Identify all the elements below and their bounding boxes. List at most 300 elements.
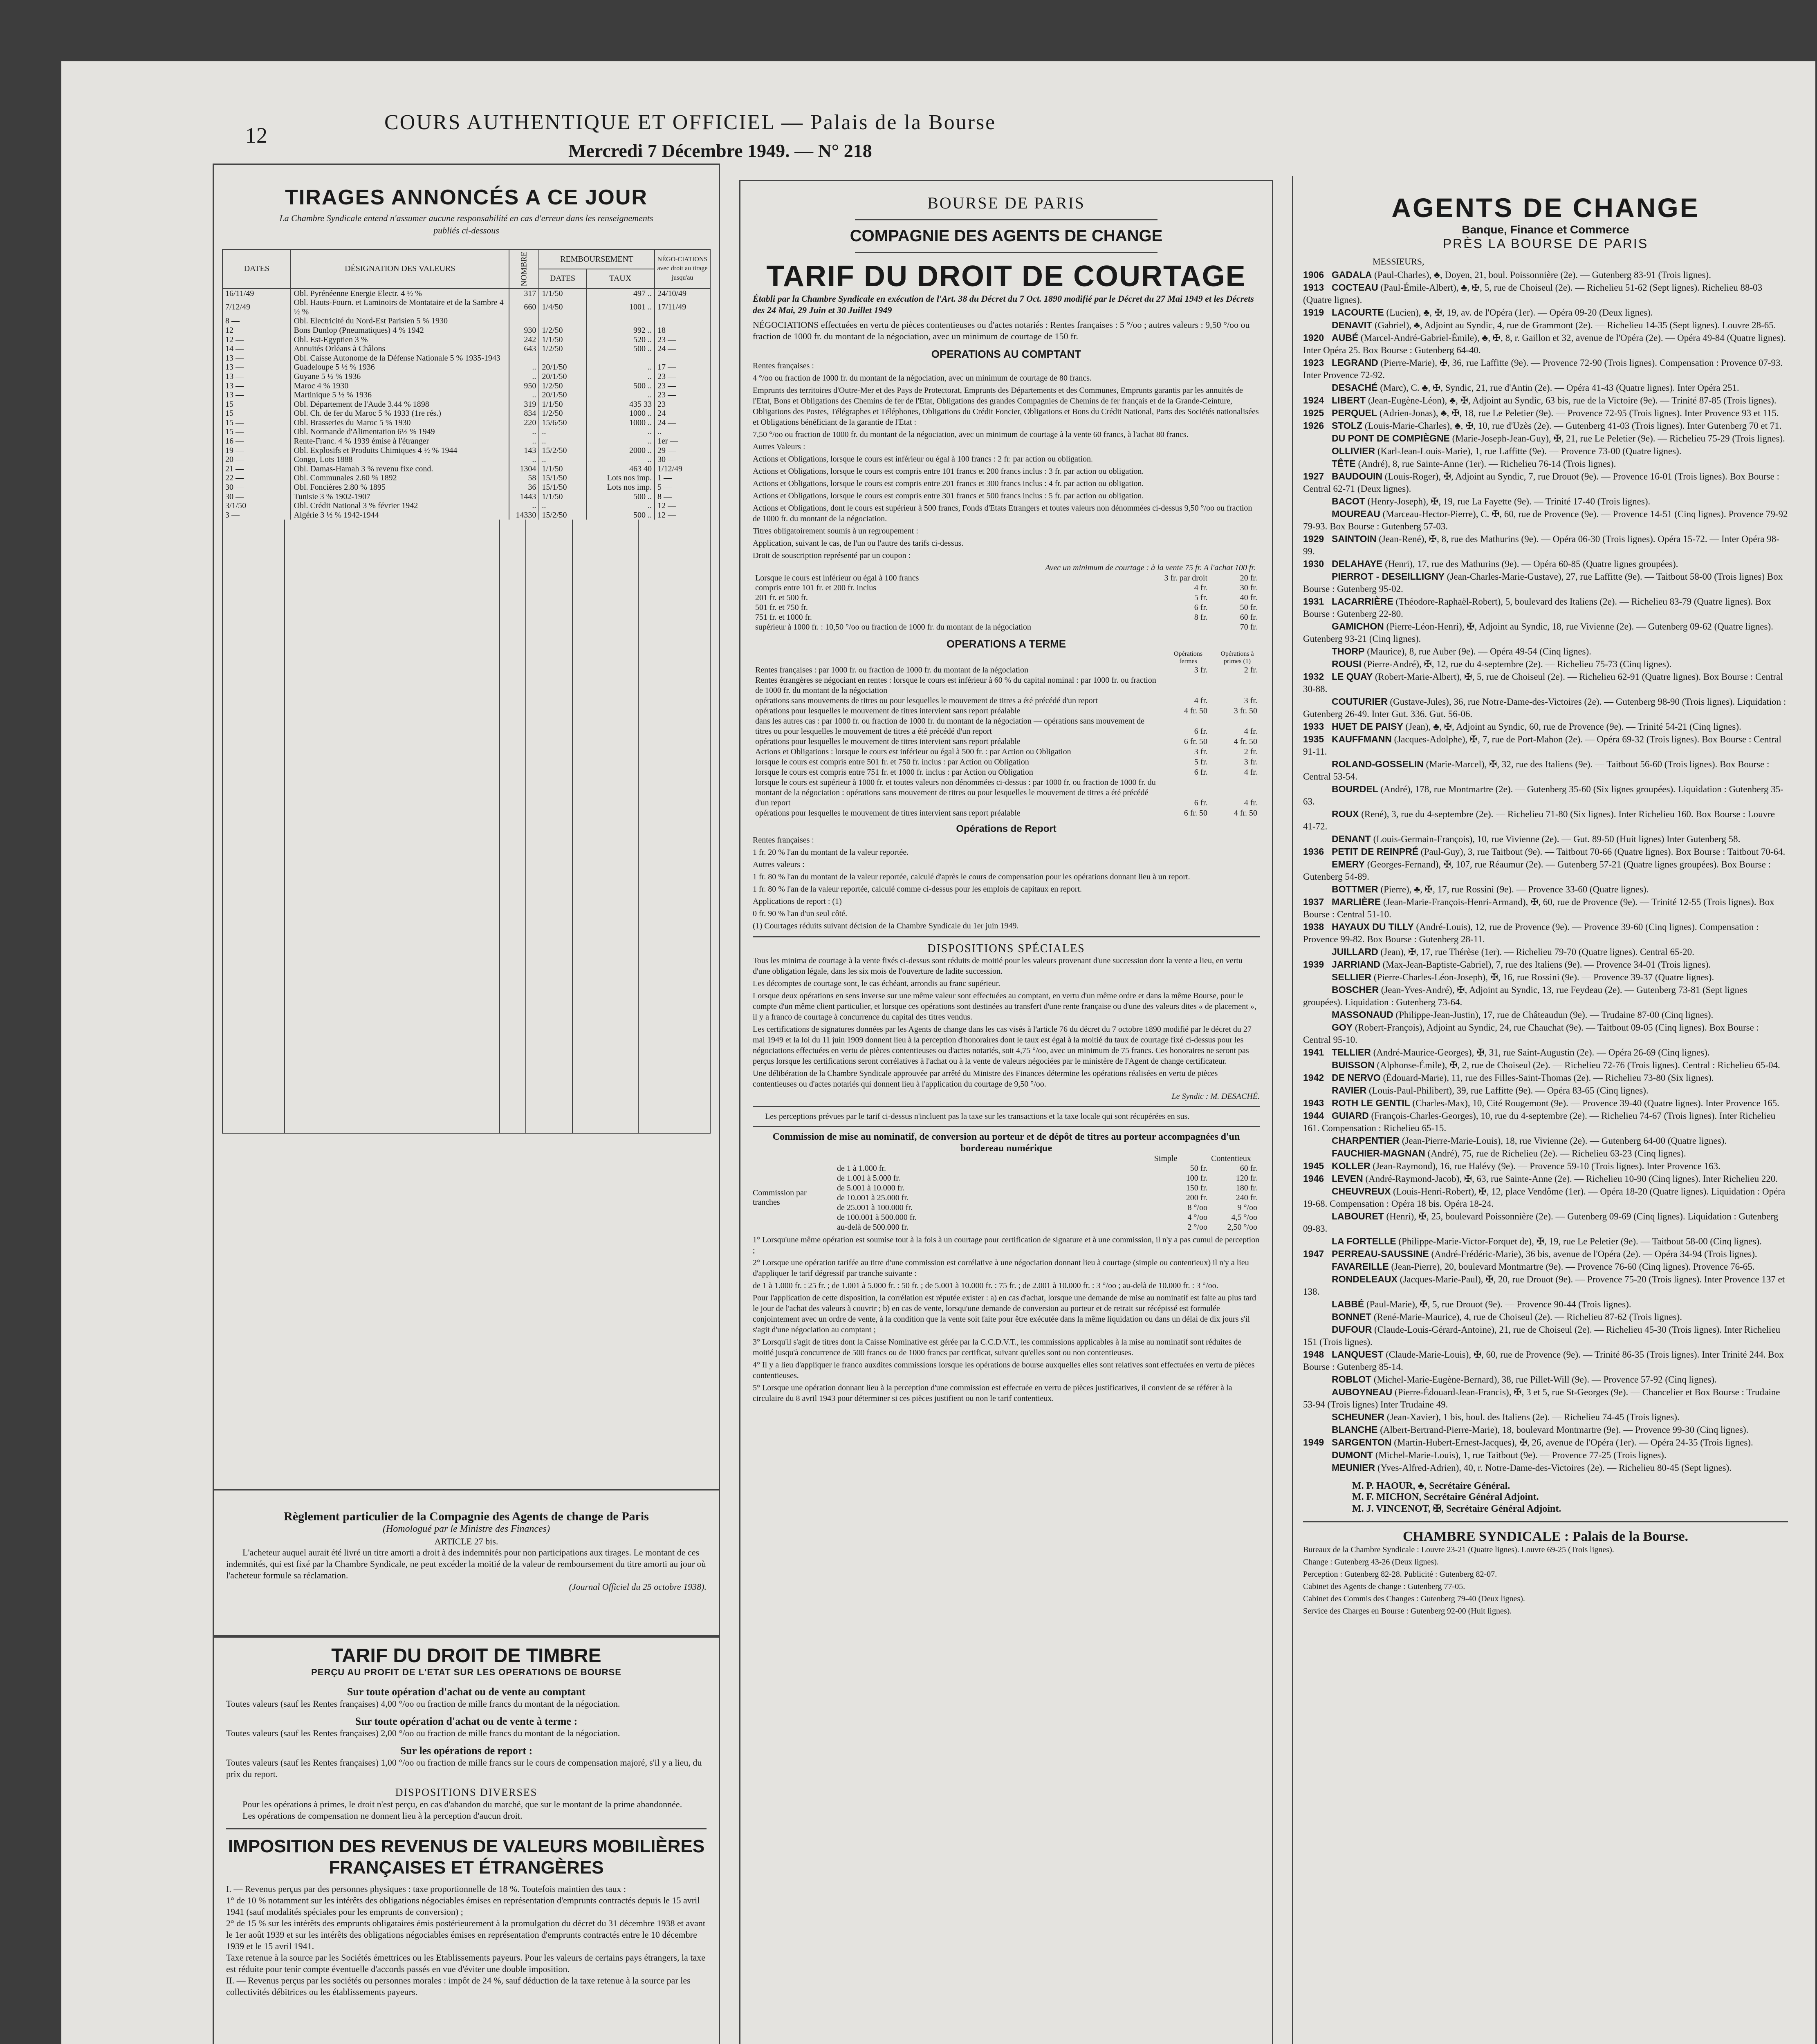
agent-name: HUET DE PAISY (1332, 721, 1403, 732)
courtage-established: Établi par la Chambre Syndicale en exécution de l'Art. 38 du Décret du 7 Oct. 1890 modifié par le Décret du 27 Mai 1949 et les Décrets des 24 Mai, 29 Juin et 30 Juillet 1949 (753, 294, 1254, 315)
table-cell: 201 fr. et 500 fr. (755, 593, 808, 602)
table-cell: 1/1/50 (539, 335, 586, 345)
table-cell: 4 fr. 50 (1184, 706, 1207, 715)
agent-details: (Pierre), ♣, ✠, 17, rue Rossini (9e). — Provence 33-60 (Quatre lignes). (1380, 884, 1649, 894)
agent-details: (Claude-Louis-Gérard-Antoine), 21, rue de Choiseul (2e). — Richelieu 45-30 (Trois lignes). Inter Richelieu 151 (Trois lignes). (1303, 1325, 1781, 1347)
agent-year: 1943 (1303, 1098, 1324, 1108)
agent-details: (Louis-Germain-François), 10, rue Vivienne (2e). — Gut. 89-50 (Huit lignes) Inter Gutenberg 58. (1373, 834, 1741, 844)
table-cell: 1001 .. (586, 298, 655, 316)
perception-note: Les perceptions prévues par le tarif ci-dessus n'incluent pas la taxe sur les transactions et la taxe locale qui sont récupérées en sus. (765, 1112, 1190, 1121)
agent-name: PIERROT - DESEILLIGNY (1332, 571, 1445, 582)
agent-name: KOLLER (1332, 1161, 1371, 1171)
table-cell: Obl. Electricité du Nord-Est Parisien 5 % 1930 (291, 316, 509, 326)
table-row (753, 706, 1260, 716)
table-cell: Tunisie 3 % 1902-1907 (291, 492, 509, 502)
agent-entry (1303, 356, 1788, 381)
staff-entry: M. P. HAOUR, ♣, Secrétaire Général. (1352, 1481, 1510, 1491)
dispo-diverses-2: Les opérations de compensation ne donnent lieu à la perception d'aucun droit. (242, 1811, 523, 1821)
agent-details: (Théodore-Raphaël-Robert), 5, boulevard des Italiens (2e). — Richelieu 83-79 (Quatre lignes). Box Bourse : Gutenberg 22-80. (1303, 596, 1771, 619)
paragraph: 0 fr. 90 % l'an d'un seul côté. (753, 909, 848, 918)
agent-name: BOTTMER (1332, 884, 1378, 894)
agent-year: 1931 (1303, 596, 1324, 607)
paragraph: 4° Il y a lieu d'appliquer le franco auxdites commissions lorsque les opérations de bourse auxquelles elles sont relatives sont effectuées en vertu de pièces contentieuses. (753, 1360, 1255, 1380)
paragraph: (1) Courtages réduits suivant décision de la Chambre Syndicale du 1er juin 1949. (753, 921, 1019, 930)
table-row (753, 808, 1260, 818)
agent-year: 1930 (1303, 558, 1324, 569)
paragraph: Autres valeurs : (753, 860, 805, 869)
agent-entry (1303, 1423, 1788, 1436)
tirages-title: TIRAGES ANNONCÉS A CE JOUR (285, 186, 648, 209)
table-cell: 6 fr. 50 (1184, 809, 1207, 818)
agent-entry (1303, 921, 1788, 946)
agent-name: LIBERT (1332, 395, 1366, 406)
agent-name: BLANCHE (1332, 1424, 1378, 1435)
table-cell: Obl. Brasseries du Maroc 5 % 1930 (291, 418, 509, 428)
table-cell: Guyane 5 ½ % 1936 (291, 372, 509, 381)
table-cell (539, 354, 586, 363)
table-cell: 1000 .. (586, 409, 655, 418)
table-cell: 520 .. (586, 335, 655, 345)
table-cell: Obl. Explosifs et Produits Chimiques 4 ½ % 1944 (291, 446, 509, 455)
agent-details: (Michel-Marie-Louis), 1, rue Taitbout (9e). — Provence 77-25 (Trois lignes). (1375, 1450, 1667, 1460)
agent-entry (1303, 558, 1788, 570)
table-row (222, 381, 710, 391)
agent-entry (1303, 533, 1788, 558)
table-row (834, 1193, 1260, 1203)
agent-details: (Albert-Bertrand-Pierre-Marie), 18, boulevard Montmartre (9e). — Provence 99-30 (Cinq lignes). (1380, 1425, 1749, 1435)
table-cell: 13 — (222, 381, 291, 391)
table-cell: de 5.001 à 10.000 fr. (837, 1183, 904, 1192)
agent-entry (1303, 1273, 1788, 1298)
table-cell: 15 — (222, 400, 291, 409)
agent-entry (1303, 1298, 1788, 1311)
table-row (834, 1213, 1260, 1222)
agent-name: JUILLARD (1332, 946, 1378, 957)
speciales-lines (753, 955, 1260, 1089)
agent-name: RAVIER (1332, 1085, 1367, 1096)
agent-entry (1303, 833, 1788, 845)
agent-entry (1303, 319, 1788, 332)
table-cell: 3 fr. (1244, 696, 1257, 705)
table-cell: Obl. Foncières 2.80 % 1895 (291, 483, 509, 492)
paragraph: Bureaux de la Chambre Syndicale : Louvre 23-21 (Quatre lignes). Louvre 69-25 (Trois lignes). (1303, 1545, 1614, 1554)
agent-details: (Jean-Eugène-Léon), ♣, ✠, Adjoint au Syndic, 63 bis, rue de la Victoire (9e). — Trinité 87-85 (Trois lignes). (1368, 395, 1777, 406)
agent-details: (Pierre-André), ✠, 12, rue du 4-septembre (2e). — Richelieu 75-73 (Cinq lignes). (1364, 659, 1672, 669)
table-cell: 143 (509, 446, 539, 455)
table-cell: Lorsque le cours est inférieur ou égal à 100 francs (755, 574, 919, 583)
agent-details: (Gabriel), ♣, Adjoint au Syndic, 4, rue de Grammont (2e). — Richelieu 14-35 (Sept lignes). Louvre 28-65. (1375, 320, 1776, 330)
paragraph: Actions et Obligations, lorsque le cours est compris entre 101 francs et 200 francs inclus : 3 fr. par action ou obligation. (753, 467, 1144, 476)
agent-entry (1303, 658, 1788, 670)
col-designation: DÉSIGNATION DES VALEURS (291, 249, 509, 289)
col-remboursement: REMBOURSEMENT (539, 249, 655, 269)
table-row (222, 455, 710, 464)
table-cell: Obl. Ch. de fer du Maroc 5 % 1933 (1re rés.) (291, 409, 509, 418)
agent-name: GUIARD (1332, 1110, 1369, 1121)
agent-year: 1941 (1303, 1047, 1324, 1058)
agent-name: MOUREAU (1332, 509, 1380, 519)
table-row (753, 675, 1260, 696)
agent-name: BACOT (1332, 496, 1365, 507)
agent-entry (1303, 1348, 1788, 1373)
agent-entry (1303, 457, 1788, 470)
agent-entry (1303, 1160, 1788, 1172)
table-row (834, 1203, 1260, 1213)
table-cell: 36 (509, 483, 539, 492)
table-cell: 150 fr. (1186, 1183, 1207, 1192)
timbre-h3: Sur les opérations de report : (400, 1745, 533, 1757)
table-cell: 24 — (655, 418, 710, 428)
table-row (753, 583, 1260, 593)
commission-headers (753, 1154, 1260, 1163)
agent-details: (Louis-Marie-Charles), ♣, ✠, 10, rue d'Uzès (2e). — Gutenberg 41-03 (Trois lignes). Inter Gutenberg 70 et 71. (1364, 421, 1782, 431)
agent-year: 1947 (1303, 1248, 1324, 1259)
table-cell: 70 fr. (1240, 623, 1257, 632)
table-cell: 3 fr. (1194, 747, 1207, 756)
agent-details: (Pierre-Léon-Henri), ✠, Adjoint au Syndic, 18, rue Vivienne (2e). — Gutenberg 09-62 (Quatre lignes). Gutenberg 93-21 (Cinq lignes). (1303, 621, 1773, 644)
agent-entry (1303, 470, 1788, 495)
syndic-signature: Le Syndic : M. DESACHÉ. (1171, 1092, 1260, 1101)
table-cell: 23 — (655, 372, 710, 381)
terme-col-primes: Opérations à primes (1) (1220, 650, 1254, 665)
table-cell: Obl. Département de l'Aude 3.44 % 1898 (291, 400, 509, 409)
agent-details: (Pierre-Marie), ✠, 36, rue Laffitte (9e). — Provence 72-90 (Trois lignes). Compensation : Provence 07-93. Inter Provence 72-92. (1303, 358, 1783, 380)
agent-entry (1303, 1373, 1788, 1386)
agent-year: 1923 (1303, 357, 1324, 368)
table-cell: 30 — (222, 483, 291, 492)
agent-name: ROUX (1332, 809, 1359, 819)
table-cell: 240 fr. (1236, 1193, 1257, 1202)
table-cell: 834 (509, 409, 539, 418)
agent-entry (1303, 595, 1788, 620)
agent-year: 1939 (1303, 959, 1324, 970)
staff-entry: M. F. MICHON, Secrétaire Général Adjoint. (1352, 1492, 1539, 1502)
agent-entry (1303, 783, 1788, 808)
agent-entry (1303, 808, 1788, 833)
table-cell: .. (586, 455, 655, 464)
report-title: Opérations de Report (956, 823, 1057, 834)
table-cell: 1/2/50 (539, 344, 586, 354)
imposition-p3: 2° de 15 % sur les intérêts des emprunts obligataires émis postérieurement à la promulgation du décret du 31 décembre 1938 et avant le 1er août 1939 et sur les intérêts des obligations négociables émises en représentation d'emprunts contractés entre le 10 décembre 1939 et le 15 avril 1941. (226, 1918, 706, 1951)
agent-name: ROLAND-GOSSELIN (1332, 759, 1424, 769)
timbre-h2: Sur toute opération d'achat ou de vente à terme : (355, 1715, 578, 1727)
col-taux: TAUX (586, 269, 655, 289)
table-cell: 4 fr. (1194, 583, 1207, 592)
table-row (222, 326, 710, 335)
agent-year: 1935 (1303, 734, 1324, 744)
paragraph: 1 fr. 80 % l'an du montant de la valeur reportée, calculé d'après le cours de compensation pour les opérations donnant lieu à un report. (753, 872, 1190, 881)
paragraph: Une délibération de la Chambre Syndicale approuvée par arrêté du Ministre des Finances détermine les opérations réalisées en vertu de pièces contentieuses ou d'actes notariés qui donnent lieu à l'application du courtage de 9,50 °/oo. (753, 1069, 1218, 1089)
chambre-lines (1303, 1544, 1788, 1616)
agent-name: GAMICHON (1332, 621, 1384, 632)
agent-name: SELLIER (1332, 972, 1372, 982)
courtage-negociations: NÉGOCIATIONS effectuées en vertu de pièces contentieuses ou d'actes notariés : Rentes françaises : 5 °/oo ; autres valeurs : 9,50 °/oo ou fraction de 1000 fr. du montant de la négociation, avec un minimum de courtage de 150 fr. (753, 320, 1250, 341)
agent-details: (Jean-Raymond), 16, rue Halévy (9e). — Provence 59-10 (Trois lignes). Inter Provence 163. (1373, 1161, 1721, 1171)
agent-entry (1303, 1210, 1788, 1235)
table-cell: .. (509, 455, 539, 464)
speciales-title: DISPOSITIONS SPÉCIALES (927, 942, 1085, 955)
timbre-t3: Toutes valeurs (sauf les Rentes françaises) 1,00 °/oo ou fraction de mille francs sur le cours de compensation majoré, s'il y a lieu, du prix du report. (226, 1757, 702, 1779)
agent-name: LEGRAND (1332, 357, 1378, 368)
timbre-title: TARIF DU DROIT DE TIMBRE (331, 1645, 601, 1667)
agent-details: (René-Marie-Maurice), 4, rue de Choiseul (2e). — Richelieu 87-62 (Trois lignes). (1373, 1312, 1682, 1322)
reglement-title: Règlement particulier de la Compagnie des Agents de change de Paris (284, 1510, 649, 1523)
agent-year: 1936 (1303, 846, 1324, 857)
commission-col-simple: Simple (1154, 1154, 1178, 1163)
table-cell: 23 — (655, 381, 710, 391)
agent-year: 1924 (1303, 395, 1324, 406)
agent-year: 1938 (1303, 921, 1324, 932)
table-row (753, 593, 1260, 603)
table-cell: 497 .. (586, 289, 655, 298)
table-row (834, 1183, 1260, 1193)
table-cell: opérations pour lesquelles le mouvement de titres intervient sans report préalable (755, 706, 1021, 715)
agent-details: (Pierre-Charles-Léon-Joseph), ✠, 16, rue Rossini (9e). — Provence 39-37 (Quatre lignes). (1373, 972, 1714, 982)
table-cell: .. (509, 390, 539, 400)
agent-details: (Claude-Marie-Louis), ✠, 60, rue de Provence (9e). — Trinité 86-35 (Trois lignes). Inter Trinité 244. Box Bourse : Gutenberg 85-14. (1303, 1349, 1784, 1372)
agent-name: RONDELEAUX (1332, 1274, 1398, 1284)
table-cell: dans les autres cas : par 1000 fr. ou fraction de 1000 fr. du montant de la négociation — opérations sans mouvement de titres ou pour lesquelles le mouvement de titres a été précédé d'un report (755, 717, 1144, 736)
table-cell: 930 (509, 326, 539, 335)
agent-details: (Adrien-Jonas), ♣, ✠, 18, rue Le Peletier (9e). — Provence 72-95 (Trois lignes). Inter Provence 93 et 115. (1379, 408, 1779, 418)
agent-details: (Charles-Max), 10, Cité Rougemont (9e). — Provence 39-40 (Quatre lignes). Inter Provence 165. (1412, 1098, 1779, 1108)
agent-entry (1303, 1260, 1788, 1273)
agent-details: (Marcel-André-Gabriel-Émile), ♣, ✠, 8, r. Gaillon et 32, avenue de l'Opéra (2e). — Opéra 49-84 (Quatre lignes). Inter Opéra 25. Box Bourse : Gutenberg 64-40. (1303, 333, 1786, 355)
table-cell: 15/2/50 (539, 446, 586, 455)
agent-name: FAUCHIER-MAGNAN (1332, 1148, 1425, 1159)
table-row (753, 737, 1260, 747)
table-cell: .. (586, 427, 655, 437)
agent-details: (Karl-Jean-Louis-Marie), 1, rue Laffitte (9e). — Provence 73-00 (Quatre lignes). (1377, 446, 1682, 456)
table-cell: 2000 .. (586, 446, 655, 455)
agent-entry (1303, 645, 1788, 658)
table-cell: Bons Dunlop (Pneumatiques) 4 % 1942 (291, 326, 509, 335)
table-cell: 6 fr. (1194, 768, 1207, 777)
table-cell: 23 — (655, 335, 710, 345)
agent-entry (1303, 1235, 1788, 1248)
table-cell: 15/2/50 (539, 511, 586, 520)
agent-entry (1303, 1436, 1788, 1449)
agent-name: LEVEN (1332, 1173, 1363, 1184)
paragraph: Service des Charges en Bourse : Gutenberg 92-00 (Huit lignes). (1303, 1607, 1512, 1616)
agent-entry (1303, 1461, 1788, 1474)
table-cell: Obl. Damas-Hamah 3 % revenu fixe cond. (291, 464, 509, 474)
table-cell: 13 — (222, 363, 291, 372)
agent-details: (Jean-Pierre), 20, boulevard Montmartre (9e). — Provence 76-60 (Cinq lignes). Provence 76-65. (1391, 1262, 1755, 1272)
agent-entry (1303, 1411, 1788, 1423)
table-cell (1160, 675, 1210, 696)
commission-label: Commission par tranches (753, 1188, 807, 1207)
paragraph: Application, suivant le cas, de l'un ou l'autre des tarifs ci-dessus. (753, 539, 964, 548)
table-row (753, 696, 1260, 706)
table-cell: de 1.001 à 5.000 fr. (837, 1174, 900, 1183)
dispo-diverses-1: Pour les opérations à primes, le droit n'est perçu, en cas d'abandon du marché, que sur le montant de la prime abandonnée. (242, 1799, 682, 1809)
table-cell: 6 fr. (1194, 603, 1207, 612)
table-cell: Lots nos imp. (586, 483, 655, 492)
table-cell: 18 — (655, 326, 710, 335)
table-row (222, 483, 710, 492)
agent-name: LE QUAY (1332, 671, 1373, 682)
agent-name: HAYAUX DU TILLY (1332, 921, 1414, 932)
table-cell: 20/1/50 (539, 372, 586, 381)
table-cell: Rente-Franc. 4 % 1939 émise à l'étranger (291, 437, 509, 446)
agent-details: (Marie-Marcel), ✠, 32, rue des Italiens (9e). — Taitbout 56-60 (Trois lignes). Box Bourse : Central 53-54. (1303, 759, 1770, 782)
table-cell: 12 — (222, 335, 291, 345)
paragraph: 4 °/oo ou fraction de 1000 fr. du montant de la négociation, avec un minimum de courtage de 80 francs. (753, 374, 1092, 383)
table-cell: 8 °/oo (1187, 1203, 1207, 1212)
agent-entry (1303, 281, 1788, 306)
table-cell: 8 — (222, 316, 291, 326)
agent-name: ROUSI (1332, 659, 1362, 669)
agent-entry (1303, 1172, 1788, 1185)
table-row (222, 446, 710, 455)
table-cell: 60 fr. (1240, 1164, 1257, 1173)
table-cell: Congo, Lots 1888 (291, 455, 509, 464)
agent-details: (André-Frédéric-Marie), 36 bis, avenue de l'Opéra (2e). — Opéra 34-94 (Trois lignes). (1431, 1249, 1757, 1259)
agent-details: (Louis-Paul-Philibert), 39, rue Laffitte (9e). — Opéra 83-65 (Cinq lignes). (1368, 1085, 1649, 1096)
table-cell: 500 .. (586, 344, 655, 354)
paragraph: de 1 à 1.000 fr. : 25 fr. ; de 1.001 à 5.000 fr. : 50 fr. ; de 5.001 à 10.000 fr. : 75 fr. ; de 2.001 à 10.000 fr. : 3 °/oo ; au-delà de 10.000 fr. : 3 °/oo. (753, 1281, 1218, 1290)
table-cell: .. (539, 501, 586, 511)
table-cell: 100 fr. (1186, 1174, 1207, 1183)
agent-entry (1303, 381, 1788, 394)
table-cell: 14330 (509, 511, 539, 520)
table-cell (586, 354, 655, 363)
agent-details: (Pierre-Édouard-Jean-Francis), ✠, 3 et 5, rue St-Georges (9e). — Chancelier et Box Bourse : Trudaine 53-94 (Trois lignes) Inter Trudaine 49. (1303, 1387, 1780, 1410)
table-cell: 3 fr. (1244, 758, 1257, 766)
table-cell: 5 — (655, 483, 710, 492)
table-cell: .. (586, 390, 655, 400)
agent-entry (1303, 432, 1788, 445)
table-cell: 4 fr. (1244, 727, 1257, 736)
table-cell: 3 fr. (1194, 666, 1207, 675)
agents-section (1292, 176, 1796, 2044)
agent-details: (Georges-Fernand), ✠, 107, rue Réaumur (2e). — Gutenberg 57-21 (Quatre lignes groupées). Box Bourse : Gutenberg 54-89. (1303, 859, 1771, 882)
agent-entry (1303, 1449, 1788, 1461)
agent-name: LANQUEST (1332, 1349, 1384, 1360)
timbre-h1: Sur toute opération d'achat ou de vente au comptant (347, 1686, 586, 1698)
table-cell: 58 (509, 473, 539, 483)
table-cell: 15/6/50 (539, 418, 586, 428)
table-cell: 200 fr. (1186, 1193, 1207, 1202)
agent-entry (1303, 958, 1788, 971)
table-cell: 180 fr. (1236, 1183, 1257, 1192)
paragraph: Pour l'application de cette disposition, la corrélation est réputée exister : a) en cas d'achat, lorsque une demande de mise au nominatif est faite au plus tard le jour de l'achat des valeurs à couvrir ; b) en cas de vente, lorsqu'une demande de conversion au porteur et de retrait sur récépissé est formulée conjointement avec un ordre de vente, à la condition que la vente soit faite pour être exécutée dans la même liquidation ou dans un délai de dix jours s'il s'agit d'une négociation au comptant ; (753, 1293, 1256, 1334)
agent-details: (Henry-Joseph), ✠, 19, rue La Fayette (9e). — Trinité 17-40 (Trois lignes). (1367, 496, 1651, 507)
paragraph: Cabinet des Agents de change : Gutenberg 77-05. (1303, 1582, 1465, 1591)
paragraph: Les certifications de signatures données par les Agents de change dans les cas visés à l'article 76 du décret du 7 octobre 1890 modifié par le décret du 27 mai 1949 et la loi du 11 juin 1909 donnent lieu à la perception d'honoraires dont le taux est égal à la moitié du taux de courtage fixé ci-dessus pour les négociations effectuées en vertu de pièces contentieuses ou d'actes notariés, soit 4,75 °/oo, avec un minimum de 75 francs. Ces honoraires ne seront pas perçus lorsque les certifications seront corrélatives à l'achat ou à la vente de valeurs négociées par le ministère de l'Agent de change certificateur. (753, 1025, 1252, 1066)
agent-entry (1303, 1109, 1788, 1134)
table-cell: Obl. Communales 2.60 % 1892 (291, 473, 509, 483)
table-row (222, 464, 710, 474)
agent-name: AUBOYNEAU (1332, 1387, 1393, 1397)
courtage-section (739, 180, 1273, 2044)
table-cell: 1/2/50 (539, 326, 586, 335)
table-cell: 1/1/50 (539, 400, 586, 409)
table-cell: 319 (509, 400, 539, 409)
imposition-p2: 1° de 10 % notamment sur les intérêts des obligations négociables émises en représentation d'emprunts contractés depuis le 15 avril 1941 (sauf modalités spéciales pour les emprunts de conversion) ; (226, 1895, 700, 1917)
col-remb-dates: DATES (539, 269, 586, 289)
terme-col-fermes: Opérations fermes (1173, 650, 1203, 665)
table-cell (509, 354, 539, 363)
agent-details: (Alphonse-Émile), ✠, 2, rue de Choiseul (2e). — Richelieu 72-76 (Trois lignes). Central : Richelieu 65-04. (1377, 1060, 1780, 1070)
table-cell: supérieur à 1000 fr. : 10,50 °/oo ou fraction de 1000 fr. du montant de la négociation (755, 623, 1032, 632)
agent-name: DE NERVO (1332, 1072, 1381, 1083)
paragraph: Change : Gutenberg 43-26 (Deux lignes). (1303, 1558, 1439, 1567)
table-cell: opérations pour lesquelles le mouvement de titres intervient sans report préalable (755, 809, 1021, 818)
commission-table (834, 1163, 1260, 1232)
table-row (222, 289, 710, 298)
tirages-subtitle: La Chambre Syndicale entend n'assumer aucune responsabilité en cas d'erreur dans les renseignements publiés ci-dessous (279, 213, 653, 235)
agent-name: CHEUVREUX (1332, 1186, 1391, 1197)
table-cell: 4 fr. (1244, 798, 1257, 807)
table-cell: Martinique 5 ½ % 1936 (291, 390, 509, 400)
agent-details: (Louis-Roger), ✠, Adjoint au Syndic, 7, rue Drouot (9e). — Provence 16-01 (Trois lignes). Box Bourse : Central 62-71 (Deux lignes). (1303, 471, 1779, 494)
table-cell: 12 — (655, 511, 710, 520)
table-cell: 4 fr. (1194, 696, 1207, 705)
terme-headers (753, 650, 1260, 665)
agent-details: (Paul-Marie), ✠, 5, rue Drouot (9e). — Provence 90-44 (Trois lignes). (1366, 1299, 1631, 1309)
agent-entry (1303, 1071, 1788, 1084)
agent-details: (Henri), 17, rue des Mathurins (9e). — Opéra 60-85 (Quatre lignes groupées). (1385, 559, 1678, 569)
table-cell: 13 — (222, 372, 291, 381)
agent-name: SCHEUNER (1332, 1412, 1385, 1422)
table-cell (509, 316, 539, 326)
agent-name: PERQUEL (1332, 408, 1377, 418)
table-cell (1210, 675, 1260, 696)
table-cell: 1/1/50 (539, 464, 586, 474)
commission-col-contentieux: Contentieux (1211, 1154, 1251, 1163)
agent-name: FAVAREILLE (1332, 1261, 1389, 1272)
table-row (222, 473, 710, 483)
agent-name: DESACHÉ (1332, 382, 1378, 393)
agent-entry (1303, 858, 1788, 883)
agent-entry (1303, 419, 1788, 432)
agent-entry (1303, 1059, 1788, 1071)
table-cell: .. (539, 455, 586, 464)
table-cell: 3 fr. par droit (1164, 574, 1207, 583)
table-cell: 3 fr. 50 (1234, 706, 1257, 715)
agent-year: 1944 (1303, 1110, 1324, 1121)
terme-title: OPERATIONS A TERME (946, 638, 1066, 650)
paragraph: Autres Valeurs : (753, 442, 805, 451)
agent-name: BUISSON (1332, 1060, 1375, 1070)
paragraph: Les décomptes de courtage sont, le cas échéant, arrondis au franc supérieur. (753, 979, 1000, 988)
agent-name: LA FORTELLE (1332, 1236, 1396, 1246)
agent-name: MARLIÈRE (1332, 896, 1381, 907)
agent-year: 1929 (1303, 533, 1324, 544)
table-cell: 751 fr. et 1000 fr. (755, 613, 812, 622)
table-cell (655, 354, 710, 363)
table-cell: Lots nos imp. (586, 473, 655, 483)
table-cell: Obl. Crédit National 3 % février 1942 (291, 501, 509, 511)
table-row (753, 612, 1260, 622)
table-cell: 1/1/50 (539, 289, 586, 298)
agent-name: ROBLOT (1332, 1374, 1372, 1385)
agent-entry (1303, 1084, 1788, 1097)
table-row (753, 767, 1260, 778)
table-cell: .. (539, 427, 586, 437)
agent-entry (1303, 1323, 1788, 1348)
table-row (834, 1173, 1260, 1183)
agent-details: (Robert-François), Adjoint au Syndic, 24, rue Chauchat (9e). — Taitbout 09-05 (Cinq lignes). Box Bourse : Central 95-10. (1303, 1022, 1759, 1045)
table-row (753, 622, 1260, 632)
table-cell: Rentes françaises : par 1000 fr. ou fraction de 1000 fr. du montant de la négociation (755, 666, 1029, 675)
table-cell: .. (509, 427, 539, 437)
agent-year: 1932 (1303, 671, 1324, 682)
table-cell: 20 fr. (1240, 574, 1257, 583)
agent-name: GOY (1332, 1022, 1353, 1033)
